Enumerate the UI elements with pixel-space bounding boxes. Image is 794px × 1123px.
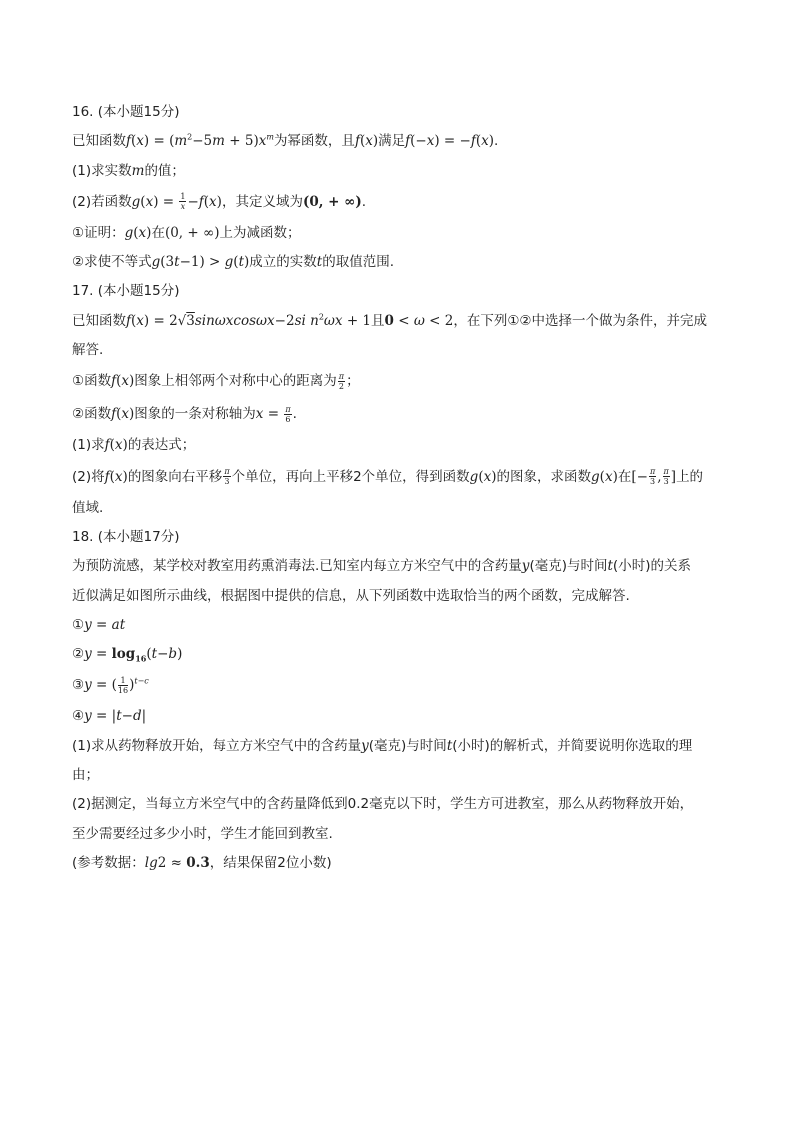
- q16-sub2: ②求使不等式g(3t−1) > g(t)成立的实数t的取值范围.: [72, 254, 395, 271]
- fraction-1-over-x: $\frac{1}{x}$: [180, 192, 186, 212]
- q17-part2: (2)将f(x)的图象向右平移 $\frac{\pi}{3}$ 个单位，再向上平移2个单位，得到函数g(x)的图象，求函数g(x)在[− $\frac{\pi}{3}$ , $\frac{\pi}{3}$ ]上的: [72, 467, 704, 487]
- q17-condition1: ①函数f(x)图象上相邻两个对称中心的距离为 $\frac{\pi}{2}$ ；: [72, 371, 360, 391]
- q18-option-1: ①y = at: [72, 616, 126, 633]
- q18-part1: (1)求从药物释放开始，每立方米空气中的含药量y(毫克)与时间t(小时)的解析式，并简要说明你选取的理: [72, 737, 693, 754]
- fraction-interval-right: $\frac{\pi}{3}$: [663, 467, 669, 487]
- q16-part2: (2)若函数g(x) = $\frac{1}{x}$ −f(x)，其定义域为(0, + ∞).: [72, 192, 367, 212]
- fraction-pi-over-6: $\frac{\pi}{6}$: [285, 404, 291, 424]
- q16-header: 16. (本小题15分): [72, 104, 180, 120]
- q16-part1: (1)求实数m的值；: [72, 162, 185, 179]
- q17-condition2: ②函数f(x)图象的一条对称轴为x = $\frac{\pi}{6}$ .: [72, 404, 297, 424]
- q18-reference: (参考数据：lg2 ≈ 0.3，结果保留2位小数): [72, 854, 332, 871]
- q16-sub1: ①证明：g(x)在(0, + ∞)上为减函数；: [72, 224, 301, 241]
- q16-stem: 已知函数$f(x) = (m^2-5m + 5)x^m$为幂函数，且f(x)满足f(−x) = −f(x).: [72, 132, 499, 150]
- exam-page: [72, 98, 722, 878]
- fraction-1-over-16: $\frac{1}{16}$: [117, 675, 129, 695]
- q18-option-3: ③y = ( $\frac{1}{16}$ )$^{t-c}$: [72, 675, 149, 695]
- q18-part2: (2)据测定，当每立方米空气中的含药量降低到0.2毫克以下时，学生方可进教室，那么从药物释放开始，: [72, 796, 694, 813]
- q17-header: 17. (本小题15分): [72, 283, 180, 300]
- q18-option-4: ④y = |t−d|: [72, 708, 147, 725]
- q18-part2-cont: 至少需要经过多少小时，学生才能回到教室.: [72, 825, 333, 842]
- q17-part2-cont: 值域.: [72, 499, 104, 516]
- q17-stem-cont: 解答.: [72, 342, 104, 359]
- q18-option-2: ②y = $\log_{16}(t-b)$: [72, 646, 183, 664]
- fraction-pi-over-3: $\frac{\pi}{3}$: [224, 467, 230, 487]
- q17-stem: 已知函数f(x) = 2√3sinωxcosωx−2si $n^2\omega x + 1$且0 < ω < 2，在下列①②中选择一个做为条件，并完成: [72, 312, 708, 329]
- q18-part1-cont: 由；: [72, 767, 99, 784]
- q18-stem-1: 为预防流感，某学校对教室用药熏消毒法.已知室内每立方米空气中的含药量y(毫克)与时间t(小时)的关系: [72, 558, 691, 575]
- q18-stem-2: 近似满足如图所示曲线，根据图中提供的信息，从下列函数中选取恰当的两个函数，完成解答.: [72, 587, 630, 604]
- fraction-pi-over-2: $\frac{\pi}{2}$: [338, 371, 345, 391]
- q17-part1: (1)求f(x)的表达式；: [72, 437, 196, 454]
- fraction-interval-left: $\frac{\pi}{3}$: [649, 467, 656, 487]
- q18-header: 18. (本小题17分): [72, 528, 180, 545]
